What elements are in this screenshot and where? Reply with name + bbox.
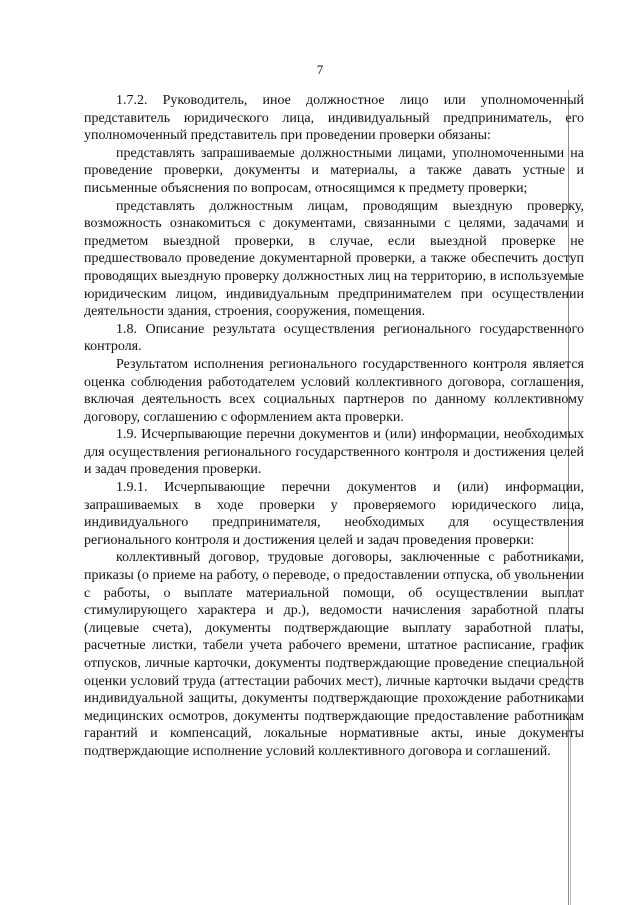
paragraph-obligation-access: представлять должностным лицам, проводящим выездную проверку, возможность ознакомиться с документами, связанными с целями, задачами и предметом выездной проверки, в случае, если выездной проверке не предшествовало проведение документарной проверки, а также обеспечить доступ проводящих выездную проверку должностных лиц на территорию, в используемые юридическим лицом, индивидуальным предпринимателем при осуществлении деятельности здания, строения, сооружения, помещения.	[84, 198, 584, 320]
document-body	[84, 92, 584, 761]
paragraph-obligation-present-docs: представлять запрашиваемые должностными лицами, уполномоченными на проведение проверки, документы и материалы, а также давать устные и письменные объяснения по вопросам, относящимся к предмету проверки;	[84, 145, 584, 196]
paragraph-document-list: коллективный договор, трудовые договоры, заключенные с работниками, приказы (о приеме на работу, о переводе, о предоставлении отпуска, об увольнении с работы, о выплате материальной помощи, об осуществлении выплат стимулирующего характера и др.), ведомости начисления заработной платы (лицевые счета), документы подтверждающие выплату заработной платы, расчетные листки, табели учета рабочего времени, штатное расписание, график отпусков, личные карточки, документы подтверждающие проведение специальной оценки условий труда (аттестации рабочих мест), личные карточки выдачи средств индивидуальной защиты, документы подтверждающие прохождение работниками медицинских осмотров, документы подтверждающие предоставление работникам гарантий и компенсаций, локальные нормативные акты, иные документы подтверждающие исполнение условий коллективного договора и соглашений.	[84, 550, 584, 759]
paragraph-1-9-1: 1.9.1. Исчерпывающие перечни документов и (или) информации, запрашиваемых в ходе проверки у проверяемого юридического лица, индивидуального предпринимателя, необходимых для осуществления регионального контроля и достижения целей и задач проведения проверки:	[84, 480, 584, 548]
paragraph-1-8: 1.8. Описание результата осуществления регионального государственного контроля.	[84, 321, 584, 355]
paragraph-1-7-2: 1.7.2. Руководитель, иное должностное лицо или уполномоченный представитель юридического лица, индивидуальный предприниматель, его уполномоченный представитель при проведении проверки обязаны:	[84, 93, 584, 144]
paragraph-1-9: 1.9. Исчерпывающие перечни документов и (или) информации, необходимых для осуществления регионального государственного контроля и достижения целей и задач проведения проверки.	[84, 427, 584, 478]
paragraph-result: Результатом исполнения регионального государственного контроля является оценка соблюдения работодателем условий коллективного договора, соглашения, включая деятельность всех социальных партнеров по данному коллективному договору, соглашению с оформлением акта проверки.	[84, 356, 584, 425]
page-number: 7	[316, 62, 324, 77]
